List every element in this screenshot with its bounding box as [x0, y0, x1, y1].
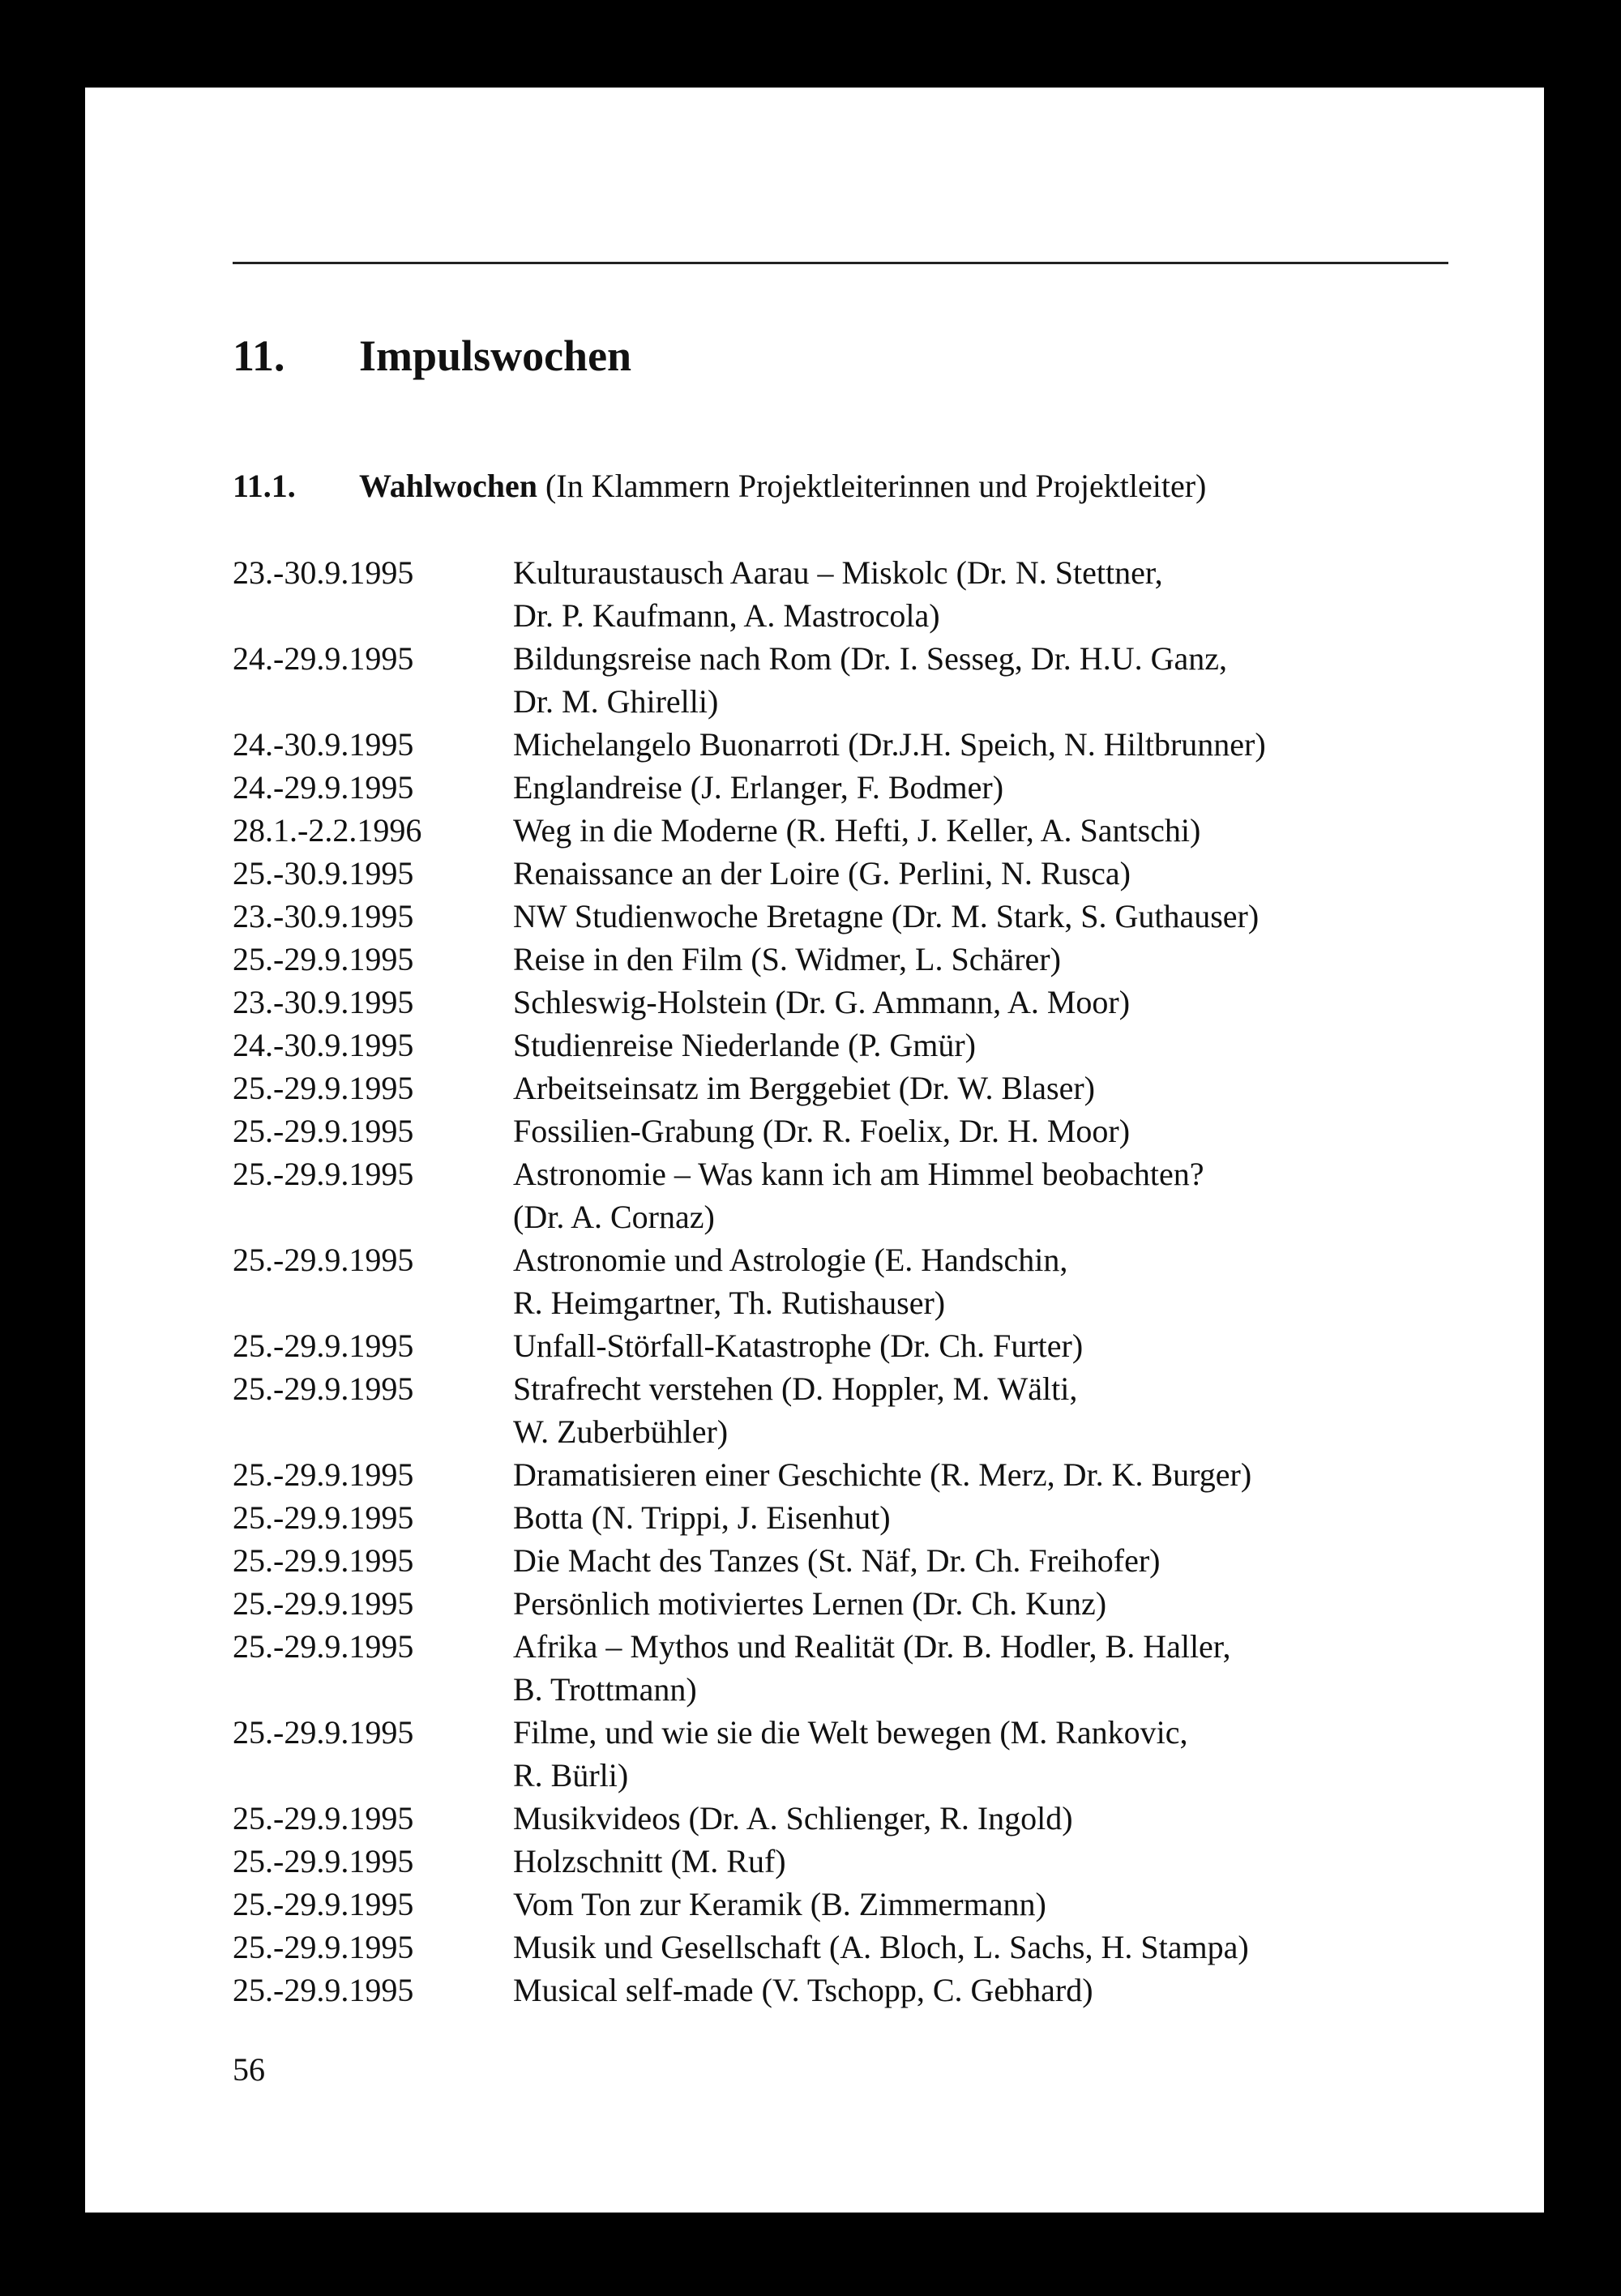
page-number: 56	[233, 2051, 265, 2088]
entry-date: 25.-29.9.1995	[233, 1628, 414, 1665]
entry-description	[513, 1582, 1106, 1625]
list-item	[233, 766, 1266, 809]
entry-description	[513, 852, 1131, 895]
project-week-list	[233, 551, 1266, 2012]
entry-date: 25.-29.9.1995	[233, 1585, 414, 1622]
list-item	[233, 1367, 1266, 1453]
entry-date: 24.-30.9.1995	[233, 1027, 414, 1063]
entry-description	[513, 766, 1003, 809]
entry-date: 23.-30.9.1995	[233, 554, 414, 591]
entry-description	[513, 1926, 1249, 1969]
entry-line: Filme, und wie sie die Welt bewegen (M. Rankovic,	[513, 1714, 1188, 1751]
entry-date: 25.-29.9.1995	[233, 1499, 414, 1536]
entry-description	[513, 981, 1130, 1024]
entry-line: Englandreise (J. Erlanger, F. Bodmer)	[513, 769, 1004, 806]
list-item	[233, 1582, 1266, 1625]
entry-line: (Dr. A. Cornaz)	[513, 1199, 715, 1235]
entry-date: 25.-29.9.1995	[233, 1156, 414, 1192]
entry-description	[513, 938, 1061, 981]
entry-description	[513, 1453, 1251, 1496]
header-rule	[233, 262, 1448, 264]
entry-line: Vom Ton zur Keramik (B. Zimmermann)	[513, 1886, 1046, 1922]
entry-line: Dr. M. Ghirelli)	[513, 683, 719, 720]
list-item	[233, 1238, 1266, 1324]
list-item	[233, 938, 1266, 981]
list-item	[233, 852, 1266, 895]
entry-date: 25.-29.9.1995	[233, 1113, 414, 1149]
entry-line: Botta (N. Trippi, J. Eisenhut)	[513, 1499, 891, 1536]
entry-date: 24.-30.9.1995	[233, 726, 414, 763]
entry-line: R. Heimgartner, Th. Rutishauser)	[513, 1285, 946, 1321]
entry-date: 25.-30.9.1995	[233, 855, 414, 891]
section-number: 11.1.	[233, 468, 296, 504]
section-heading	[233, 467, 1206, 505]
entry-date: 24.-29.9.1995	[233, 769, 414, 806]
entry-date: 25.-29.9.1995	[233, 1714, 414, 1751]
entry-date: 25.-29.9.1995	[233, 1800, 414, 1836]
chapter-title: Impulswochen	[359, 331, 632, 380]
entry-date: 25.-29.9.1995	[233, 941, 414, 977]
entry-date: 25.-29.9.1995	[233, 1972, 414, 2008]
list-item	[233, 1453, 1266, 1496]
entry-description	[513, 1711, 1188, 1797]
entry-date: 25.-29.9.1995	[233, 1242, 414, 1278]
entry-line: R. Bürli)	[513, 1757, 629, 1794]
entry-description	[513, 551, 1163, 637]
entry-description	[513, 1797, 1073, 1840]
entry-description	[513, 809, 1200, 852]
entry-description	[513, 1152, 1204, 1238]
section-title: Wahlwochen	[359, 468, 538, 504]
section-note: (In Klammern Projektleiterinnen und Projektleiter)	[545, 468, 1207, 504]
list-item	[233, 1496, 1266, 1539]
entry-description	[513, 1840, 786, 1883]
entry-line: Musical self-made (V. Tschopp, C. Gebhard)	[513, 1972, 1093, 2008]
list-item	[233, 1110, 1266, 1152]
entry-date: 23.-30.9.1995	[233, 898, 414, 934]
entry-line: Arbeitseinsatz im Berggebiet (Dr. W. Blaser)	[513, 1070, 1095, 1106]
entry-line: Weg in die Moderne (R. Hefti, J. Keller, A. Santschi)	[513, 812, 1201, 849]
entry-line: Renaissance an der Loire (G. Perlini, N. Rusca)	[513, 855, 1131, 891]
entry-line: Fossilien-Grabung (Dr. R. Foelix, Dr. H. Moor)	[513, 1113, 1131, 1149]
list-item	[233, 1067, 1266, 1110]
entry-description	[513, 1969, 1093, 2012]
entry-description	[513, 1067, 1095, 1110]
entry-date: 25.-29.9.1995	[233, 1843, 414, 1879]
list-item	[233, 637, 1266, 723]
entry-line: Strafrecht verstehen (D. Hoppler, M. Wälti,	[513, 1370, 1078, 1407]
entry-line: Studienreise Niederlande (P. Gmür)	[513, 1027, 976, 1063]
entry-date: 28.1.-2.2.1996	[233, 812, 422, 849]
list-item	[233, 1539, 1266, 1582]
list-item	[233, 1625, 1266, 1711]
entry-date: 23.-30.9.1995	[233, 984, 414, 1020]
entry-line: Holzschnitt (M. Ruf)	[513, 1843, 786, 1879]
entry-description	[513, 1625, 1231, 1711]
list-item	[233, 1840, 1266, 1883]
entry-description	[513, 1324, 1083, 1367]
list-item	[233, 1883, 1266, 1926]
entry-line: Dr. P. Kaufmann, A. Mastrocola)	[513, 597, 940, 634]
entry-line: Reise in den Film (S. Widmer, L. Schärer)	[513, 941, 1061, 977]
list-item	[233, 1324, 1266, 1367]
entry-line: W. Zuberbühler)	[513, 1413, 729, 1450]
entry-line: Michelangelo Buonarroti (Dr.J.H. Speich, N. Hiltbrunner)	[513, 726, 1266, 763]
list-item	[233, 895, 1266, 938]
list-item	[233, 1711, 1266, 1797]
entry-line: Schleswig-Holstein (Dr. G. Ammann, A. Moor)	[513, 984, 1131, 1020]
list-item	[233, 1969, 1266, 2012]
entry-description	[513, 723, 1266, 766]
entry-date: 25.-29.9.1995	[233, 1370, 414, 1407]
entry-description	[513, 1883, 1046, 1926]
entry-line: Kulturaustausch Aarau – Miskolc (Dr. N. Stettner,	[513, 554, 1163, 591]
list-item	[233, 551, 1266, 637]
entry-description	[513, 637, 1227, 723]
entry-line: NW Studienwoche Bretagne (Dr. M. Stark, S. Guthauser)	[513, 898, 1260, 934]
entry-description	[513, 895, 1259, 938]
entry-line: Musikvideos (Dr. A. Schlienger, R. Ingold)	[513, 1800, 1073, 1836]
document-page	[85, 88, 1544, 2213]
entry-date: 24.-29.9.1995	[233, 640, 414, 677]
entry-line: Astronomie – Was kann ich am Himmel beobachten?	[513, 1156, 1204, 1192]
entry-line: Astronomie und Astrologie (E. Handschin,	[513, 1242, 1068, 1278]
list-item	[233, 1797, 1266, 1840]
entry-date: 25.-29.9.1995	[233, 1328, 414, 1364]
list-item	[233, 1926, 1266, 1969]
entry-line: Afrika – Mythos und Realität (Dr. B. Hodler, B. Haller,	[513, 1628, 1231, 1665]
entry-date: 25.-29.9.1995	[233, 1929, 414, 1965]
entry-description	[513, 1024, 976, 1067]
entry-line: B. Trottmann)	[513, 1671, 697, 1708]
entry-description	[513, 1367, 1077, 1453]
entry-date: 25.-29.9.1995	[233, 1542, 414, 1579]
entry-description	[513, 1110, 1130, 1152]
entry-date: 25.-29.9.1995	[233, 1070, 414, 1106]
entry-description	[513, 1496, 891, 1539]
entry-line: Unfall-Störfall-Katastrophe (Dr. Ch. Furter)	[513, 1328, 1084, 1364]
list-item	[233, 1152, 1266, 1238]
entry-description	[513, 1238, 1067, 1324]
entry-line: Musik und Gesellschaft (A. Bloch, L. Sachs, H. Stampa)	[513, 1929, 1249, 1965]
entry-date: 25.-29.9.1995	[233, 1886, 414, 1922]
entry-description	[513, 1539, 1160, 1582]
list-item	[233, 981, 1266, 1024]
entry-date: 25.-29.9.1995	[233, 1456, 414, 1493]
chapter-heading	[233, 331, 631, 381]
chapter-number: 11.	[233, 331, 285, 380]
entry-line: Bildungsreise nach Rom (Dr. I. Sesseg, Dr. H.U. Ganz,	[513, 640, 1227, 677]
entry-line: Persönlich motiviertes Lernen (Dr. Ch. Kunz)	[513, 1585, 1107, 1622]
entry-line: Die Macht des Tanzes (St. Näf, Dr. Ch. Freihofer)	[513, 1542, 1161, 1579]
entry-line: Dramatisieren einer Geschichte (R. Merz, Dr. K. Burger)	[513, 1456, 1252, 1493]
list-item	[233, 809, 1266, 852]
list-item	[233, 723, 1266, 766]
list-item	[233, 1024, 1266, 1067]
